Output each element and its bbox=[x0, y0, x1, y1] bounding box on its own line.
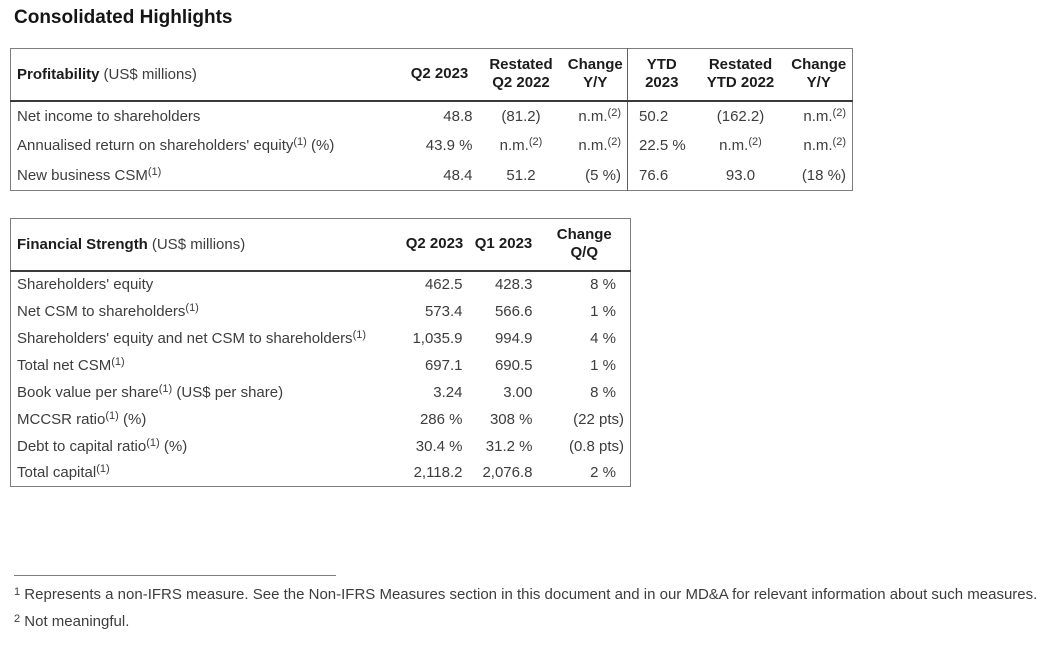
value-cell: n.m.$^{(2)}$ bbox=[719, 136, 762, 154]
table-row bbox=[11, 352, 631, 379]
table-row bbox=[11, 298, 631, 325]
table-title-cell bbox=[11, 49, 401, 101]
table-row bbox=[11, 433, 631, 460]
footnote-1-text: Represents a non-IFRS measure. See the Non-IFRS Measures section in this document and in our MD&A for relevant information about such measures. bbox=[24, 586, 1038, 603]
financial-strength-table bbox=[10, 218, 631, 487]
value-cell: 1 % bbox=[590, 302, 616, 320]
footnote-ref: (2) bbox=[607, 106, 621, 119]
footnote-ref: (1) bbox=[96, 463, 110, 476]
table-row bbox=[11, 379, 631, 406]
footnote-ref: (1) bbox=[185, 301, 199, 314]
footnote-1 bbox=[14, 581, 1040, 608]
table-row bbox=[11, 101, 853, 131]
col-header-q1-2023: Q1 2023 bbox=[474, 235, 533, 253]
row-label: Shareholders' equity bbox=[17, 276, 154, 293]
footnote-2-text: Not meaningful. bbox=[24, 613, 130, 630]
footnote-ref: (1) bbox=[352, 328, 367, 341]
col-header-ytd-2023: YTD 2023 bbox=[628, 49, 696, 101]
row-label: Annualised return on shareholders' equity$^{(1)}$ (%) bbox=[17, 136, 335, 154]
col-header-change-qq: Change Q/Q bbox=[556, 226, 612, 262]
footnote-ref: (1) bbox=[158, 382, 173, 395]
value-cell: (81.2) bbox=[501, 107, 541, 125]
table-row bbox=[11, 460, 631, 487]
row-label: MCCSR ratio$^{(1)}$ (%) bbox=[17, 409, 147, 428]
table-title: Financial Strength bbox=[17, 235, 148, 253]
row-label: Book value per share$^{(1)}$ (US$ per share) bbox=[17, 382, 284, 401]
table-title: Profitability bbox=[17, 65, 100, 83]
table-row bbox=[11, 325, 631, 352]
footnote-divider bbox=[14, 575, 336, 576]
table-row bbox=[11, 131, 853, 161]
col-header-change-yy-ytd: Change Y/Y bbox=[791, 56, 847, 92]
value-cell: (162.2) bbox=[716, 107, 765, 125]
profitability-table-body bbox=[11, 101, 853, 191]
value-cell: 308 % bbox=[489, 410, 533, 428]
value-cell: 286 % bbox=[419, 410, 463, 428]
footnote-ref: (1) bbox=[147, 165, 162, 178]
footnote-ref: (1) bbox=[293, 136, 307, 148]
value-cell: n.m.$^{(2)}$ bbox=[578, 106, 621, 125]
footnote-2-marker: 2 bbox=[14, 613, 21, 625]
table-title-cell bbox=[11, 219, 401, 271]
value-cell: 697.1 bbox=[424, 356, 463, 374]
footnote-ref: (2) bbox=[832, 136, 846, 148]
financial-strength-table-container bbox=[10, 218, 631, 487]
value-cell: 51.2 bbox=[506, 166, 536, 184]
footnote-1-marker: 1 bbox=[14, 586, 21, 598]
col-header-restated-q2-2022: Restated Q2 2022 bbox=[489, 56, 553, 92]
row-label: New business CSM$^{(1)}$ bbox=[17, 165, 162, 184]
value-cell: 93.0 bbox=[725, 166, 756, 184]
value-cell: 994.9 bbox=[494, 329, 533, 347]
row-label: Net CSM to shareholders$^{(1)}$ bbox=[17, 301, 199, 320]
table-header-row bbox=[11, 219, 631, 271]
value-cell: 43.9 % bbox=[425, 137, 473, 154]
row-label: Net income to shareholders bbox=[17, 107, 201, 125]
col-header-restated-ytd-2022: Restated YTD 2022 bbox=[706, 56, 775, 92]
footnote-ref: (2) bbox=[832, 106, 846, 119]
col-header-q2-2023: Q2 2023 bbox=[410, 65, 469, 83]
value-cell: 2,118.2 bbox=[413, 464, 463, 482]
footnote-ref: (1) bbox=[111, 355, 125, 368]
value-cell: 31.2 % bbox=[485, 437, 533, 455]
value-cell: (22 pts) bbox=[573, 410, 624, 428]
footnote-ref: (2) bbox=[528, 136, 543, 148]
value-cell: 2 % bbox=[590, 464, 616, 482]
financial-strength-table-body bbox=[11, 271, 631, 487]
col-header-change-yy-quarter: Change Y/Y bbox=[567, 56, 623, 92]
table-header-row bbox=[11, 49, 853, 101]
row-label: Debt to capital ratio$^{(1)}$ (%) bbox=[17, 436, 188, 455]
value-cell: 690.5 bbox=[494, 356, 533, 374]
value-cell: 22.5 % bbox=[628, 131, 696, 161]
value-cell: 8 % bbox=[590, 276, 616, 293]
value-cell: 1 % bbox=[590, 356, 616, 374]
table-row bbox=[11, 161, 853, 191]
table-title-unit: (US$ millions) bbox=[151, 235, 246, 253]
footnote-ref: (1) bbox=[146, 436, 160, 449]
value-cell: (0.8 pts) bbox=[568, 437, 624, 455]
profitability-table-container bbox=[10, 48, 853, 191]
value-cell: 8 % bbox=[590, 383, 616, 401]
footnote-ref: (2) bbox=[748, 136, 762, 148]
table-row bbox=[11, 271, 631, 298]
value-cell: n.m.$^{(2)}$ bbox=[578, 136, 621, 154]
value-cell: 2,076.8 bbox=[482, 464, 533, 482]
footnote-ref: (2) bbox=[607, 136, 621, 148]
footnote-ref: (1) bbox=[105, 409, 119, 422]
value-cell: 3.00 bbox=[503, 383, 533, 401]
value-cell: 4 % bbox=[590, 329, 616, 347]
footnote-2 bbox=[14, 608, 1040, 635]
row-label: Total net CSM$^{(1)}$ bbox=[17, 355, 125, 374]
value-cell: 566.6 bbox=[494, 302, 533, 320]
value-cell: 3.24 bbox=[433, 383, 463, 401]
value-cell: 48.4 bbox=[443, 166, 473, 184]
value-cell: 48.8 bbox=[443, 107, 473, 125]
value-cell: 50.2 bbox=[628, 101, 696, 131]
value-cell: 462.5 bbox=[424, 276, 463, 293]
row-label: Shareholders' equity and net CSM to shareholders$^{(1)}$ bbox=[17, 328, 367, 347]
value-cell: 30.4 % bbox=[415, 437, 463, 455]
value-cell: n.m.$^{(2)}$ bbox=[803, 106, 846, 125]
value-cell: 428.3 bbox=[494, 276, 533, 293]
profitability-table bbox=[10, 48, 853, 191]
value-cell: (18 %) bbox=[801, 166, 846, 184]
value-cell: (5 %) bbox=[585, 166, 621, 184]
value-cell: n.m.$^{(2)}$ bbox=[803, 136, 846, 154]
value-cell: n.m.$^{(2)}$ bbox=[499, 136, 543, 154]
value-cell: 573.4 bbox=[424, 302, 463, 320]
value-cell: 76.6 bbox=[628, 161, 696, 191]
col-header-q2-2023: Q2 2023 bbox=[405, 235, 464, 253]
value-cell: 1,035.9 bbox=[412, 329, 463, 347]
page-title: Consolidated Highlights bbox=[14, 7, 233, 28]
row-label: Total capital$^{(1)}$ bbox=[17, 463, 110, 482]
table-row bbox=[11, 406, 631, 433]
table-title-unit: (US$ millions) bbox=[103, 65, 197, 83]
footnotes bbox=[14, 575, 1040, 635]
